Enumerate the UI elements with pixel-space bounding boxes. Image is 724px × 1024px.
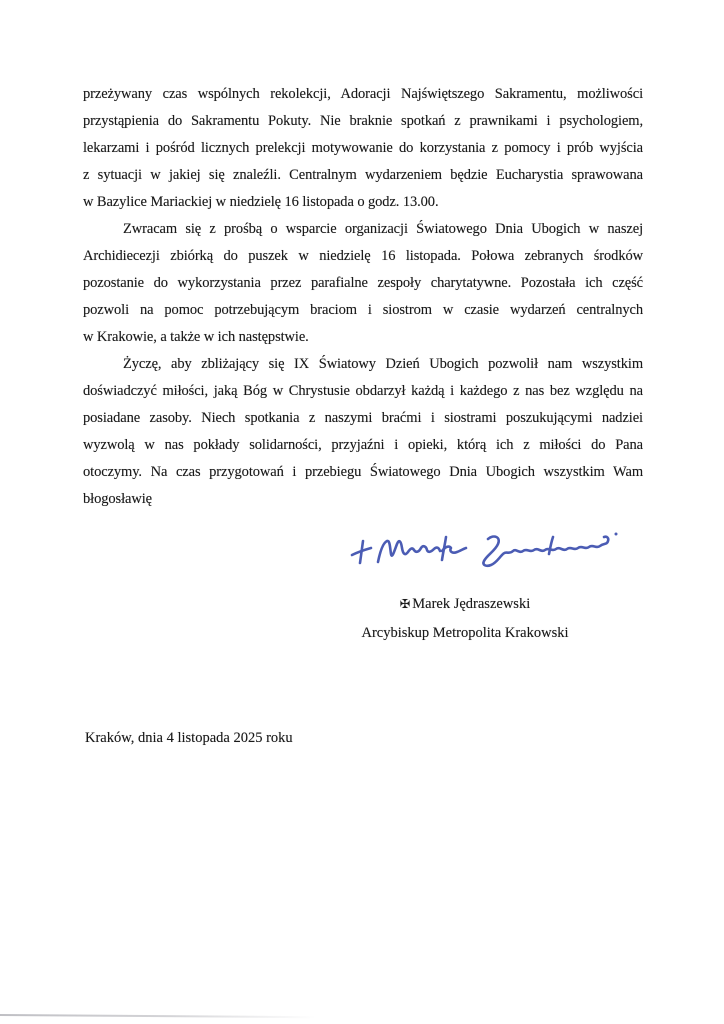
text-line: Zwracam się z prośbą o wsparcie organizacji Światowego Dnia Ubogich w naszej bbox=[123, 221, 643, 237]
signer-name: Marek Jędraszewski bbox=[412, 596, 531, 612]
signer-title: Arcybiskup Metropolita Krakowski bbox=[361, 625, 569, 641]
text-line: z sytuacji w jakiej się znaleźli. Centralnym wydarzeniem będzie Eucharystia sprawowana bbox=[83, 167, 643, 183]
handwritten-signature bbox=[346, 524, 632, 572]
text-line: pozwoli na pomoc potrzebującym braciom i siostrom w czasie wydarzeń centralnych bbox=[83, 302, 643, 318]
dateline: Kraków, dnia 4 listopada 2025 roku bbox=[85, 730, 293, 746]
text-line: otoczymy. Na czas przygotowań i przebiegu Światowego Dnia Ubogich wszystkim Wam bbox=[83, 464, 643, 480]
text-line: pozostanie do wykorzystania przez parafialne zespoły charytatywne. Pozostała ich część bbox=[83, 275, 643, 291]
text-line: w Krakowie, a także w ich następstwie. bbox=[83, 329, 309, 345]
text-line: Życzę, aby zbliżający się IX Światowy Dzień Ubogich pozwolił nam wszystkim bbox=[123, 356, 643, 372]
text-line: doświadczyć miłości, jaką Bóg w Chrystusie obdarzył każdą i każdego z nas bez względu na bbox=[83, 383, 643, 399]
text-line: przystąpienia do Sakramentu Pokuty. Nie braknie spotkań z prawnikami i psychologiem, bbox=[83, 113, 643, 129]
text-line: posiadane zasoby. Niech spotkania z naszymi braćmi i siostrami poszukującymi nadziei bbox=[83, 410, 643, 426]
letter-body bbox=[83, 81, 643, 513]
episcopal-cross-icon: ✠ bbox=[399, 596, 411, 611]
scan-edge-artifact bbox=[0, 1014, 316, 1018]
text-line: przeżywany czas wspólnych rekolekcji, Adoracji Najświętszego Sakramentu, możliwości bbox=[83, 86, 643, 102]
paragraph bbox=[83, 216, 643, 351]
paragraph bbox=[83, 351, 643, 513]
typed-signature-block bbox=[329, 589, 601, 648]
signer-name-line bbox=[329, 589, 601, 619]
text-line: w Bazylice Mariackiej w niedzielę 16 listopada o godz. 13.00. bbox=[83, 194, 439, 210]
text-line: wyzwolą w nas pokłady solidarności, przyjaźni i opieki, którą ich z miłości do Pana bbox=[83, 437, 643, 453]
text-line: Archidiecezji zbiórką do puszek w niedzielę 16 listopada. Połowa zebranych środków bbox=[83, 248, 643, 264]
signature-ink-strokes bbox=[346, 524, 632, 572]
paragraph bbox=[83, 81, 643, 216]
text-line: lekarzami i pośród licznych prelekcji motywowanie do korzystania z pomocy i prób wyjścia bbox=[83, 140, 643, 156]
text-line: błogosławię bbox=[83, 491, 152, 507]
